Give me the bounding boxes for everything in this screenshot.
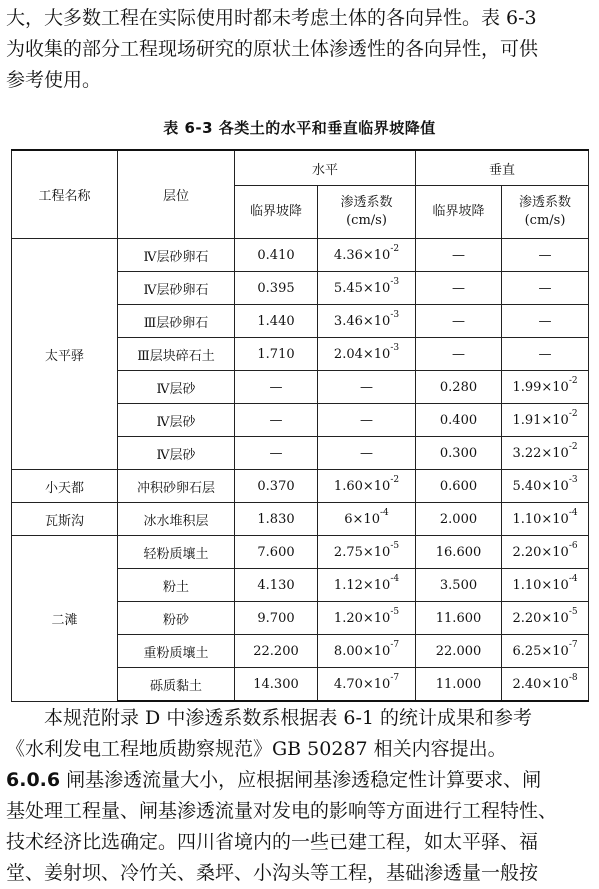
- mantissa: 1.10: [512, 577, 542, 593]
- cell-v-permeability: —: [502, 239, 589, 272]
- times-ten: ×10: [541, 478, 569, 494]
- cell-layer: Ⅳ层砂卵石: [118, 239, 235, 272]
- mantissa: 3.46: [333, 313, 363, 329]
- outro-line: 《水利发电工程地质勘察规范》GB 50287 相关内容提出。: [6, 738, 507, 760]
- cell-layer: 重粉质壤土: [118, 635, 235, 668]
- times-ten: ×10: [541, 577, 569, 593]
- cell-h-gradient: 1.710: [235, 338, 318, 371]
- mantissa: 2.04: [333, 346, 363, 362]
- times-ten: ×10: [362, 280, 391, 296]
- cell-h-permeability: [318, 602, 416, 635]
- mantissa: 4.36: [333, 247, 363, 263]
- mantissa: 5.40: [512, 478, 542, 494]
- cell-h-gradient: 7.600: [235, 536, 318, 569]
- exponent: -4: [379, 508, 389, 519]
- cell-h-gradient: 9.700: [235, 602, 318, 635]
- mantissa: 8.00: [333, 643, 363, 659]
- header-project: 工程名称: [12, 150, 118, 239]
- cell-h-permeability: —: [318, 404, 416, 437]
- exponent: -2: [568, 376, 578, 387]
- cell-h-gradient: —: [235, 371, 318, 404]
- mantissa: 2.20: [512, 610, 542, 626]
- cell-layer: Ⅲ层块碎石土: [118, 338, 235, 371]
- cell-layer: Ⅳ层砂卵石: [118, 272, 235, 305]
- cell-project: 瓦斯沟: [12, 503, 118, 536]
- header-horizontal: 水平: [235, 150, 416, 186]
- table-row: [12, 536, 589, 569]
- times-ten: ×10: [362, 577, 391, 593]
- intro-line: 大，大多数工程在实际使用时都未考虑土体的各向异性。表 6-3: [6, 7, 537, 29]
- mantissa: 5.45: [333, 280, 363, 296]
- cell-v-gradient: 0.400: [416, 404, 502, 437]
- cell-v-permeability: [502, 668, 589, 702]
- exponent: -7: [390, 640, 400, 651]
- outro-paragraph: [6, 703, 594, 889]
- cell-h-permeability: [318, 305, 416, 338]
- critical-gradient-table: [11, 149, 589, 702]
- outro-line: 堂、姜射坝、冷竹关、桑坪、小沟头等工程，基础渗透量一般按: [6, 862, 539, 884]
- times-ten: ×10: [362, 610, 391, 626]
- mantissa: 1.60: [333, 478, 363, 494]
- intro-paragraph: [6, 3, 594, 96]
- cell-v-gradient: 0.600: [416, 470, 502, 503]
- cell-h-permeability: [318, 272, 416, 305]
- cell-project: 太平驿: [12, 239, 118, 470]
- header-h-perm-line1: 渗透系数: [340, 195, 393, 210]
- times-ten: ×10: [362, 346, 391, 362]
- outro-line: 技术经济比选确定。四川省境内的一些已建工程，如太平驿、福: [6, 831, 539, 853]
- times-ten: ×10: [541, 610, 569, 626]
- cell-h-permeability: —: [318, 437, 416, 470]
- mantissa: 2.20: [512, 544, 542, 560]
- header-h-permeability: [318, 186, 416, 239]
- cell-layer: Ⅲ层砂卵石: [118, 305, 235, 338]
- exponent: -6: [568, 541, 578, 552]
- exponent: -3: [568, 475, 578, 486]
- cell-v-gradient: —: [416, 338, 502, 371]
- mantissa: 3.22: [512, 445, 542, 461]
- table-row: [12, 239, 589, 272]
- cell-project: 小天都: [12, 470, 118, 503]
- cell-layer: Ⅳ层砂: [118, 371, 235, 404]
- cell-h-gradient: 1.440: [235, 305, 318, 338]
- mantissa: 1.99: [512, 379, 542, 395]
- exponent: -2: [568, 442, 578, 453]
- mantissa: 1.91: [512, 412, 542, 428]
- mantissa: 6.25: [512, 643, 542, 659]
- cell-v-gradient: 0.300: [416, 437, 502, 470]
- cell-h-permeability: [318, 668, 416, 702]
- cell-layer: 粉土: [118, 569, 235, 602]
- exponent: -8: [568, 673, 578, 684]
- cell-layer: 砾质黏土: [118, 668, 235, 702]
- table-row: [12, 470, 589, 503]
- cell-h-gradient: 14.300: [235, 668, 318, 702]
- cell-h-gradient: 0.370: [235, 470, 318, 503]
- mantissa: 6: [344, 511, 353, 527]
- outro-line-clause: [6, 765, 594, 796]
- header-h-perm-unit: (cm/s): [346, 213, 387, 228]
- cell-h-permeability: —: [318, 371, 416, 404]
- header-v-gradient: 临界坡降: [416, 186, 502, 239]
- exponent: -7: [568, 640, 578, 651]
- table-row: [12, 503, 589, 536]
- times-ten: ×10: [362, 643, 391, 659]
- clause-number: 6.0.6: [6, 769, 61, 791]
- exponent: -2: [390, 475, 400, 486]
- mantissa: 2.40: [512, 676, 542, 692]
- cell-layer: 冰水堆积层: [118, 503, 235, 536]
- exponent: -4: [568, 574, 578, 585]
- cell-h-permeability: [318, 503, 416, 536]
- cell-h-permeability: [318, 536, 416, 569]
- header-vertical: 垂直: [416, 150, 589, 186]
- times-ten: ×10: [362, 676, 391, 692]
- times-ten: ×10: [362, 247, 391, 263]
- times-ten: ×10: [541, 379, 569, 395]
- header-h-gradient: 临界坡降: [235, 186, 318, 239]
- intro-line: 为收集的部分工程现场研究的原状土体渗透性的各向异性，可供: [6, 38, 539, 60]
- cell-v-gradient: —: [416, 239, 502, 272]
- times-ten: ×10: [541, 445, 569, 461]
- cell-v-permeability: —: [502, 305, 589, 338]
- cell-v-permeability: [502, 569, 589, 602]
- cell-v-permeability: [502, 503, 589, 536]
- cell-v-gradient: 22.000: [416, 635, 502, 668]
- exponent: -5: [390, 607, 400, 618]
- cell-h-permeability: [318, 470, 416, 503]
- cell-layer: 粉砂: [118, 602, 235, 635]
- cell-h-gradient: 22.200: [235, 635, 318, 668]
- cell-v-permeability: [502, 602, 589, 635]
- intro-line: 参考使用。: [6, 69, 102, 91]
- header-layer: 层位: [118, 150, 235, 239]
- table-body: [12, 239, 589, 702]
- exponent: -5: [390, 541, 400, 552]
- exponent: -5: [568, 607, 578, 618]
- cell-v-gradient: —: [416, 272, 502, 305]
- cell-v-permeability: [502, 371, 589, 404]
- cell-h-permeability: [318, 239, 416, 272]
- cell-v-permeability: —: [502, 272, 589, 305]
- header-v-perm-line1: 渗透系数: [519, 195, 572, 210]
- cell-h-permeability: [318, 569, 416, 602]
- cell-h-permeability: [318, 635, 416, 668]
- cell-h-gradient: 1.830: [235, 503, 318, 536]
- times-ten: ×10: [541, 544, 569, 560]
- mantissa: 2.75: [333, 544, 363, 560]
- cell-v-permeability: [502, 470, 589, 503]
- cell-v-permeability: [502, 536, 589, 569]
- cell-v-gradient: 16.600: [416, 536, 502, 569]
- cell-h-gradient: 0.395: [235, 272, 318, 305]
- exponent: -3: [390, 343, 400, 354]
- header-v-permeability: [502, 186, 589, 239]
- exponent: -4: [390, 574, 400, 585]
- cell-h-gradient: —: [235, 437, 318, 470]
- cell-layer: Ⅳ层砂: [118, 437, 235, 470]
- outro-line: 基处理工程量、闸基渗透流量对发电的影响等方面进行工程特性、: [6, 800, 558, 822]
- cell-v-permeability: —: [502, 338, 589, 371]
- exponent: -4: [568, 508, 578, 519]
- clause-text: 闸基渗透流量大小，应根据闸基渗透稳定性计算要求、闸: [60, 769, 542, 791]
- cell-h-gradient: —: [235, 404, 318, 437]
- exponent: -2: [390, 244, 400, 255]
- cell-v-gradient: 2.000: [416, 503, 502, 536]
- outro-line: 本规范附录 D 中渗透系数系根据表 6-1 的统计成果和参考: [44, 707, 532, 729]
- times-ten: ×10: [362, 544, 391, 560]
- exponent: -7: [390, 673, 400, 684]
- times-ten: ×10: [362, 478, 391, 494]
- cell-h-gradient: 4.130: [235, 569, 318, 602]
- times-ten: ×10: [541, 412, 569, 428]
- cell-v-gradient: —: [416, 305, 502, 338]
- cell-v-permeability: [502, 437, 589, 470]
- cell-layer: Ⅳ层砂: [118, 404, 235, 437]
- mantissa: 1.12: [333, 577, 363, 593]
- times-ten: ×10: [352, 511, 380, 527]
- header-v-perm-unit: (cm/s): [524, 213, 566, 228]
- times-ten: ×10: [541, 676, 569, 692]
- times-ten: ×10: [541, 643, 569, 659]
- cell-layer: 冲积砂卵石层: [118, 470, 235, 503]
- times-ten: ×10: [541, 511, 569, 527]
- mantissa: 1.20: [333, 610, 363, 626]
- exponent: -3: [390, 310, 400, 321]
- cell-project: 二滩: [12, 536, 118, 702]
- cell-h-permeability: [318, 338, 416, 371]
- cell-v-gradient: 3.500: [416, 569, 502, 602]
- mantissa: 1.10: [512, 511, 542, 527]
- cell-v-permeability: [502, 635, 589, 668]
- table-caption: 表 6-3 各类土的水平和垂直临界坡降值: [163, 119, 436, 137]
- cell-h-gradient: 0.410: [235, 239, 318, 272]
- mantissa: 4.70: [333, 676, 363, 692]
- cell-v-gradient: 11.600: [416, 602, 502, 635]
- cell-v-gradient: 0.280: [416, 371, 502, 404]
- times-ten: ×10: [362, 313, 391, 329]
- cell-v-permeability: [502, 404, 589, 437]
- exponent: -3: [390, 277, 400, 288]
- exponent: -2: [568, 409, 578, 420]
- cell-layer: 轻粉质壤土: [118, 536, 235, 569]
- cell-v-gradient: 11.000: [416, 668, 502, 702]
